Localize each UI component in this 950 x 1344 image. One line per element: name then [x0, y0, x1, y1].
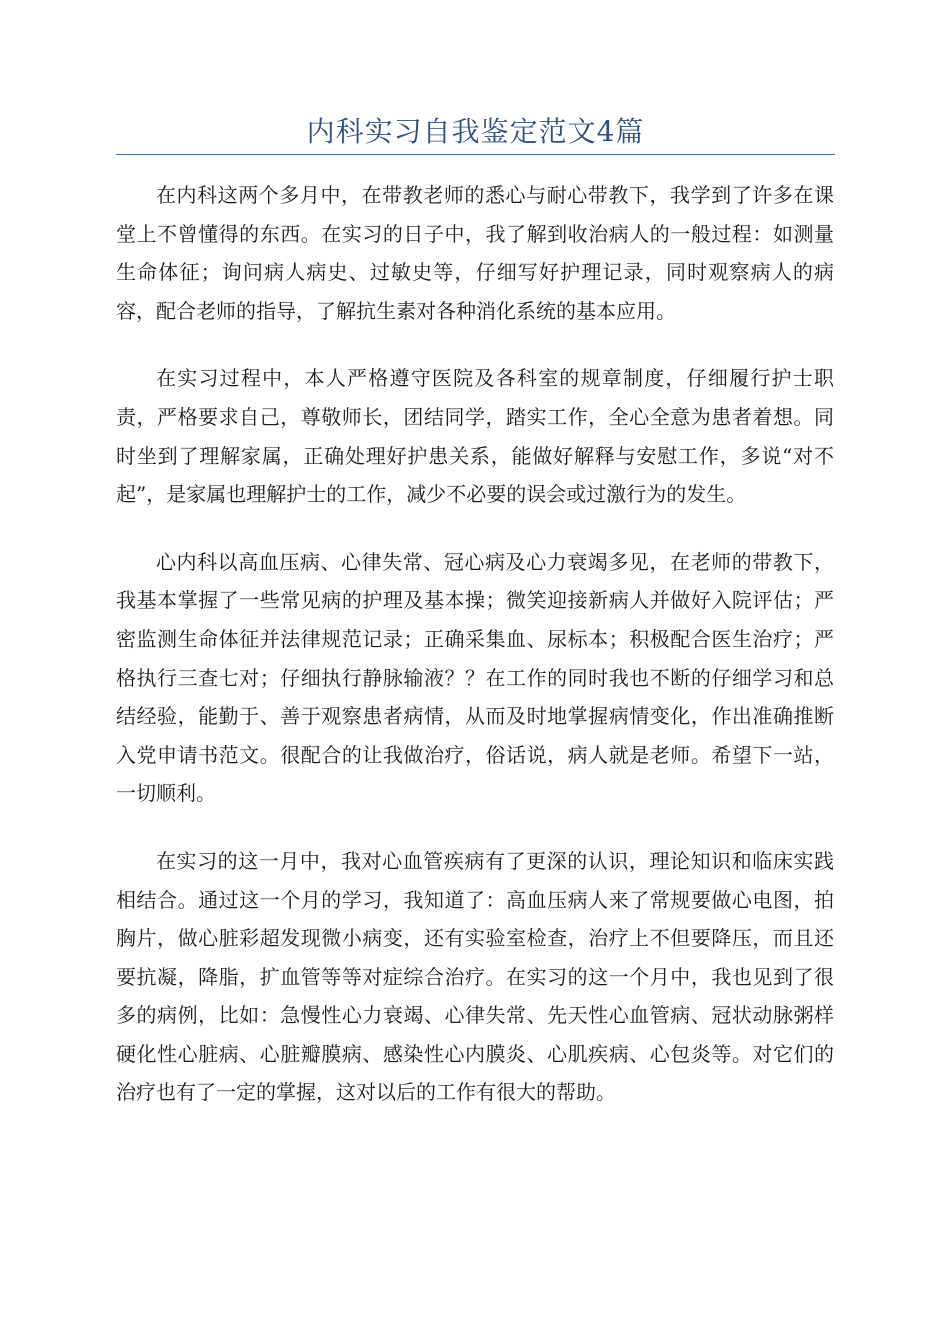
paragraph-1: 在内科这两个多月中，在带教老师的悉心与耐心带教下，我学到了许多在课堂上不曾懂得的东西。在实习的日子中，我了解到收治病人的一般过程：如测量生命体征；询问病人病史、过敏史等，仔细写好护理记录，同时观察病人的病容，配合老师的指导，了解抗生素对各种消化系统的基本应用。	[116, 183, 834, 323]
document-title: 内科实习自我鉴定范文4篇	[306, 115, 645, 148]
document-body	[116, 176, 834, 1141]
paragraph-2: 在实习过程中，本人严格遵守医院及各科室的规章制度，仔细履行护士职责，严格要求自己，尊敬师长，团结同学，踏实工作，全心全意为患者着想。同时坐到了理解家属，正确处理好护患关系，能做好解释与安慰工作，多说“对不起”，是家属也理解护士的工作，减少不必要的误会或过激行为的发生。	[116, 366, 834, 507]
paragraph-3: 心内科以高血压病、心律失常、冠心病及心力衰竭多见，在老师的带教下，我基本掌握了一些常见病的护理及基本操；微笑迎接新病人并做好入院评估；严密监测生命体征并法律规范记录；正确采集血、尿标本；积极配合医生治疗；严格执行三查七对；仔细执行静脉输液？？在工作的同时我也不断的仔细学习和总结经验，能勤于、善于观察患者病情，从而及时地掌握病情变化，作出准确推断入党申请书范文。很配合的让我做治疗，俗话说，病人就是老师。希望下一站，一切顺利。	[116, 549, 834, 806]
paragraph-4: 在实习的这一月中，我对心血管疾病有了更深的认识，理论知识和临床实践相结合。通过这一个月的学习，我知道了：高血压病人来了常规要做心电图，拍胸片，做心脏彩超发现微小病变，还有实验室检查，治疗上不但要降压，而且还要抗凝，降脂，扩血管等等对症综合治疗。在实习的这一个月中，我也见到了很多的病例，比如：急慢性心力衰竭、心律失常、先天性心血管病、冠状动脉粥样硬化性心脏病、心脏瓣膜病、感染性心内膜炎、心肌疾病、心包炎等。对它们的治疗也有了一定的掌握，这对以后的工作有很大的帮助。	[116, 848, 834, 1105]
title-underline	[116, 154, 835, 155]
title-block	[116, 112, 835, 155]
